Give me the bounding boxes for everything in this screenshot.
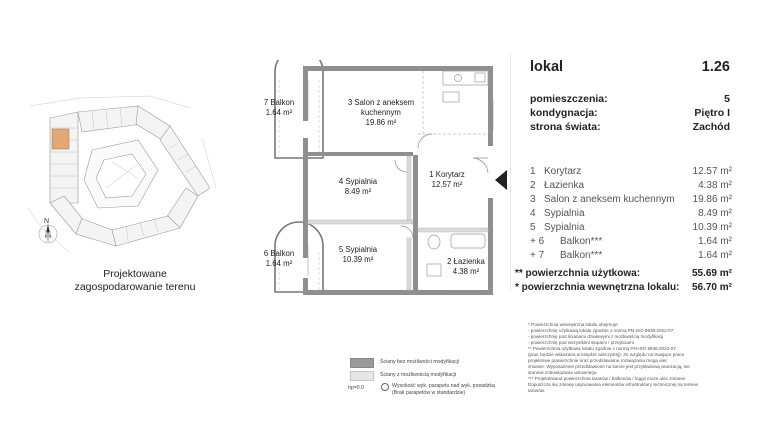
footnote: Dopuszcza się zmianę usytuowania elementów infrastruktury technicznej na terenie	[528, 382, 699, 387]
footnote: projektowe powierzchnie oraz przedstawione rozwiązania mogą ulec	[528, 358, 668, 363]
legend-dark-swatch	[350, 358, 374, 368]
room-4-label: 4 Sypialnia 8.49 m²	[338, 177, 378, 196]
compass-icon	[39, 224, 57, 244]
list-item: + 6 Balkon*** 1.64 m²	[530, 236, 732, 247]
room-7-label: 7 Balkon 1.64 m²	[263, 98, 295, 117]
entrance-arrow-icon	[495, 170, 507, 190]
compass-north-label: N	[44, 218, 50, 225]
legend-light-swatch	[350, 371, 374, 381]
site-plan-caption-line1: Projektowane	[103, 268, 167, 280]
legend-dark-label: Ściany bez możliwości modyfikacji	[380, 359, 459, 365]
footnote: * Powierzchnia wewnętrzna lokalu obejmuje:	[528, 322, 619, 327]
usable-area-row: ** powierzchnia użytkowa: 55.69 m²	[515, 268, 732, 279]
floor-value: Piętro I	[694, 107, 730, 119]
room-6-label: 6 Balkon 1.64 m²	[263, 249, 295, 268]
footnote: zmianie. Wyposażenie przedstawione na karcie jest przykładową aranżacją, nie	[528, 364, 690, 369]
site-plan-caption-line2: zagospodarowanie terenu	[74, 281, 196, 293]
rooms-count-value: 5	[724, 93, 730, 105]
footnote: - powierzchnię użytkową lokalu zgodnie z normą PN-ISO 9836:2022-07;	[528, 328, 675, 333]
list-item: + 7 Balkon*** 1.64 m²	[530, 250, 732, 261]
internal-area-row: * powierzchnia wewnętrzna lokalu: 56.70 m²	[515, 282, 732, 293]
room-3-label: 3 Salon z aneksem kuchennym 19.86 m²	[347, 98, 415, 127]
rooms-count-label: pomieszczenia:	[530, 93, 608, 105]
site-plan-highlight	[52, 129, 69, 149]
list-item: 3 Salon z aneksem kuchennym 19.86 m²	[530, 194, 732, 205]
footnote: - powierzchnię pod ścianami działowymi z możliwością modyfikacji	[528, 334, 664, 339]
site-plan-caption	[40, 268, 230, 294]
footnote: (pow. będzie wskazana w księdze wieczystej). Ze względu na trwające prace	[528, 352, 685, 357]
room-2-label: 2 Łazienka 4.38 m²	[447, 257, 485, 276]
legend-sill-line1: Wysokość wyk. parapetu nad wyk. posadzką	[392, 383, 495, 389]
list-item: 1 Korytarz 12.57 m²	[530, 166, 732, 177]
footnote: *** Projektowana powierzchnia tarasów / balkonów / loggii może ulec zmianie.	[528, 376, 687, 381]
floor-label: kondygnacja:	[530, 107, 598, 119]
footnote: stanowi zobowiązania umownego.	[528, 370, 598, 375]
panel-separator	[510, 52, 511, 292]
orientation-label: strona świata:	[530, 121, 601, 133]
list-item: 5 Sypialnia 10.39 m²	[530, 222, 732, 233]
footnote: ** Powierzchnia użytkowa lokalu zgodnie z normą PN-ISO 9836:2022-07.	[528, 346, 678, 351]
list-item: 4 Sypialnia 8.49 m²	[530, 208, 732, 219]
orientation-value: Zachód	[692, 121, 730, 133]
unit-title: lokal	[530, 59, 564, 75]
sill-marker-icon	[381, 383, 389, 391]
legend-sill-marker: hp=0.0	[348, 385, 365, 391]
site-plan-map	[20, 78, 220, 273]
list-item: 2 Łazienka 4.38 m²	[530, 180, 732, 191]
legend-sill-line2: (Brak parapetów w standardzie)	[392, 390, 466, 396]
room-1-label: 1 Korytarz 12.57 m²	[429, 170, 465, 189]
footnote: tarasów.	[528, 388, 546, 393]
legend-light-label: Ściany z możliwością modyfikacji	[380, 372, 457, 378]
footnote: - powierzchnię pod wszystkimi słupami / przejściami.	[528, 340, 635, 345]
room-5-label: 5 Sypialnia 10.39 m²	[338, 245, 378, 264]
unit-number: 1.26	[701, 59, 730, 75]
